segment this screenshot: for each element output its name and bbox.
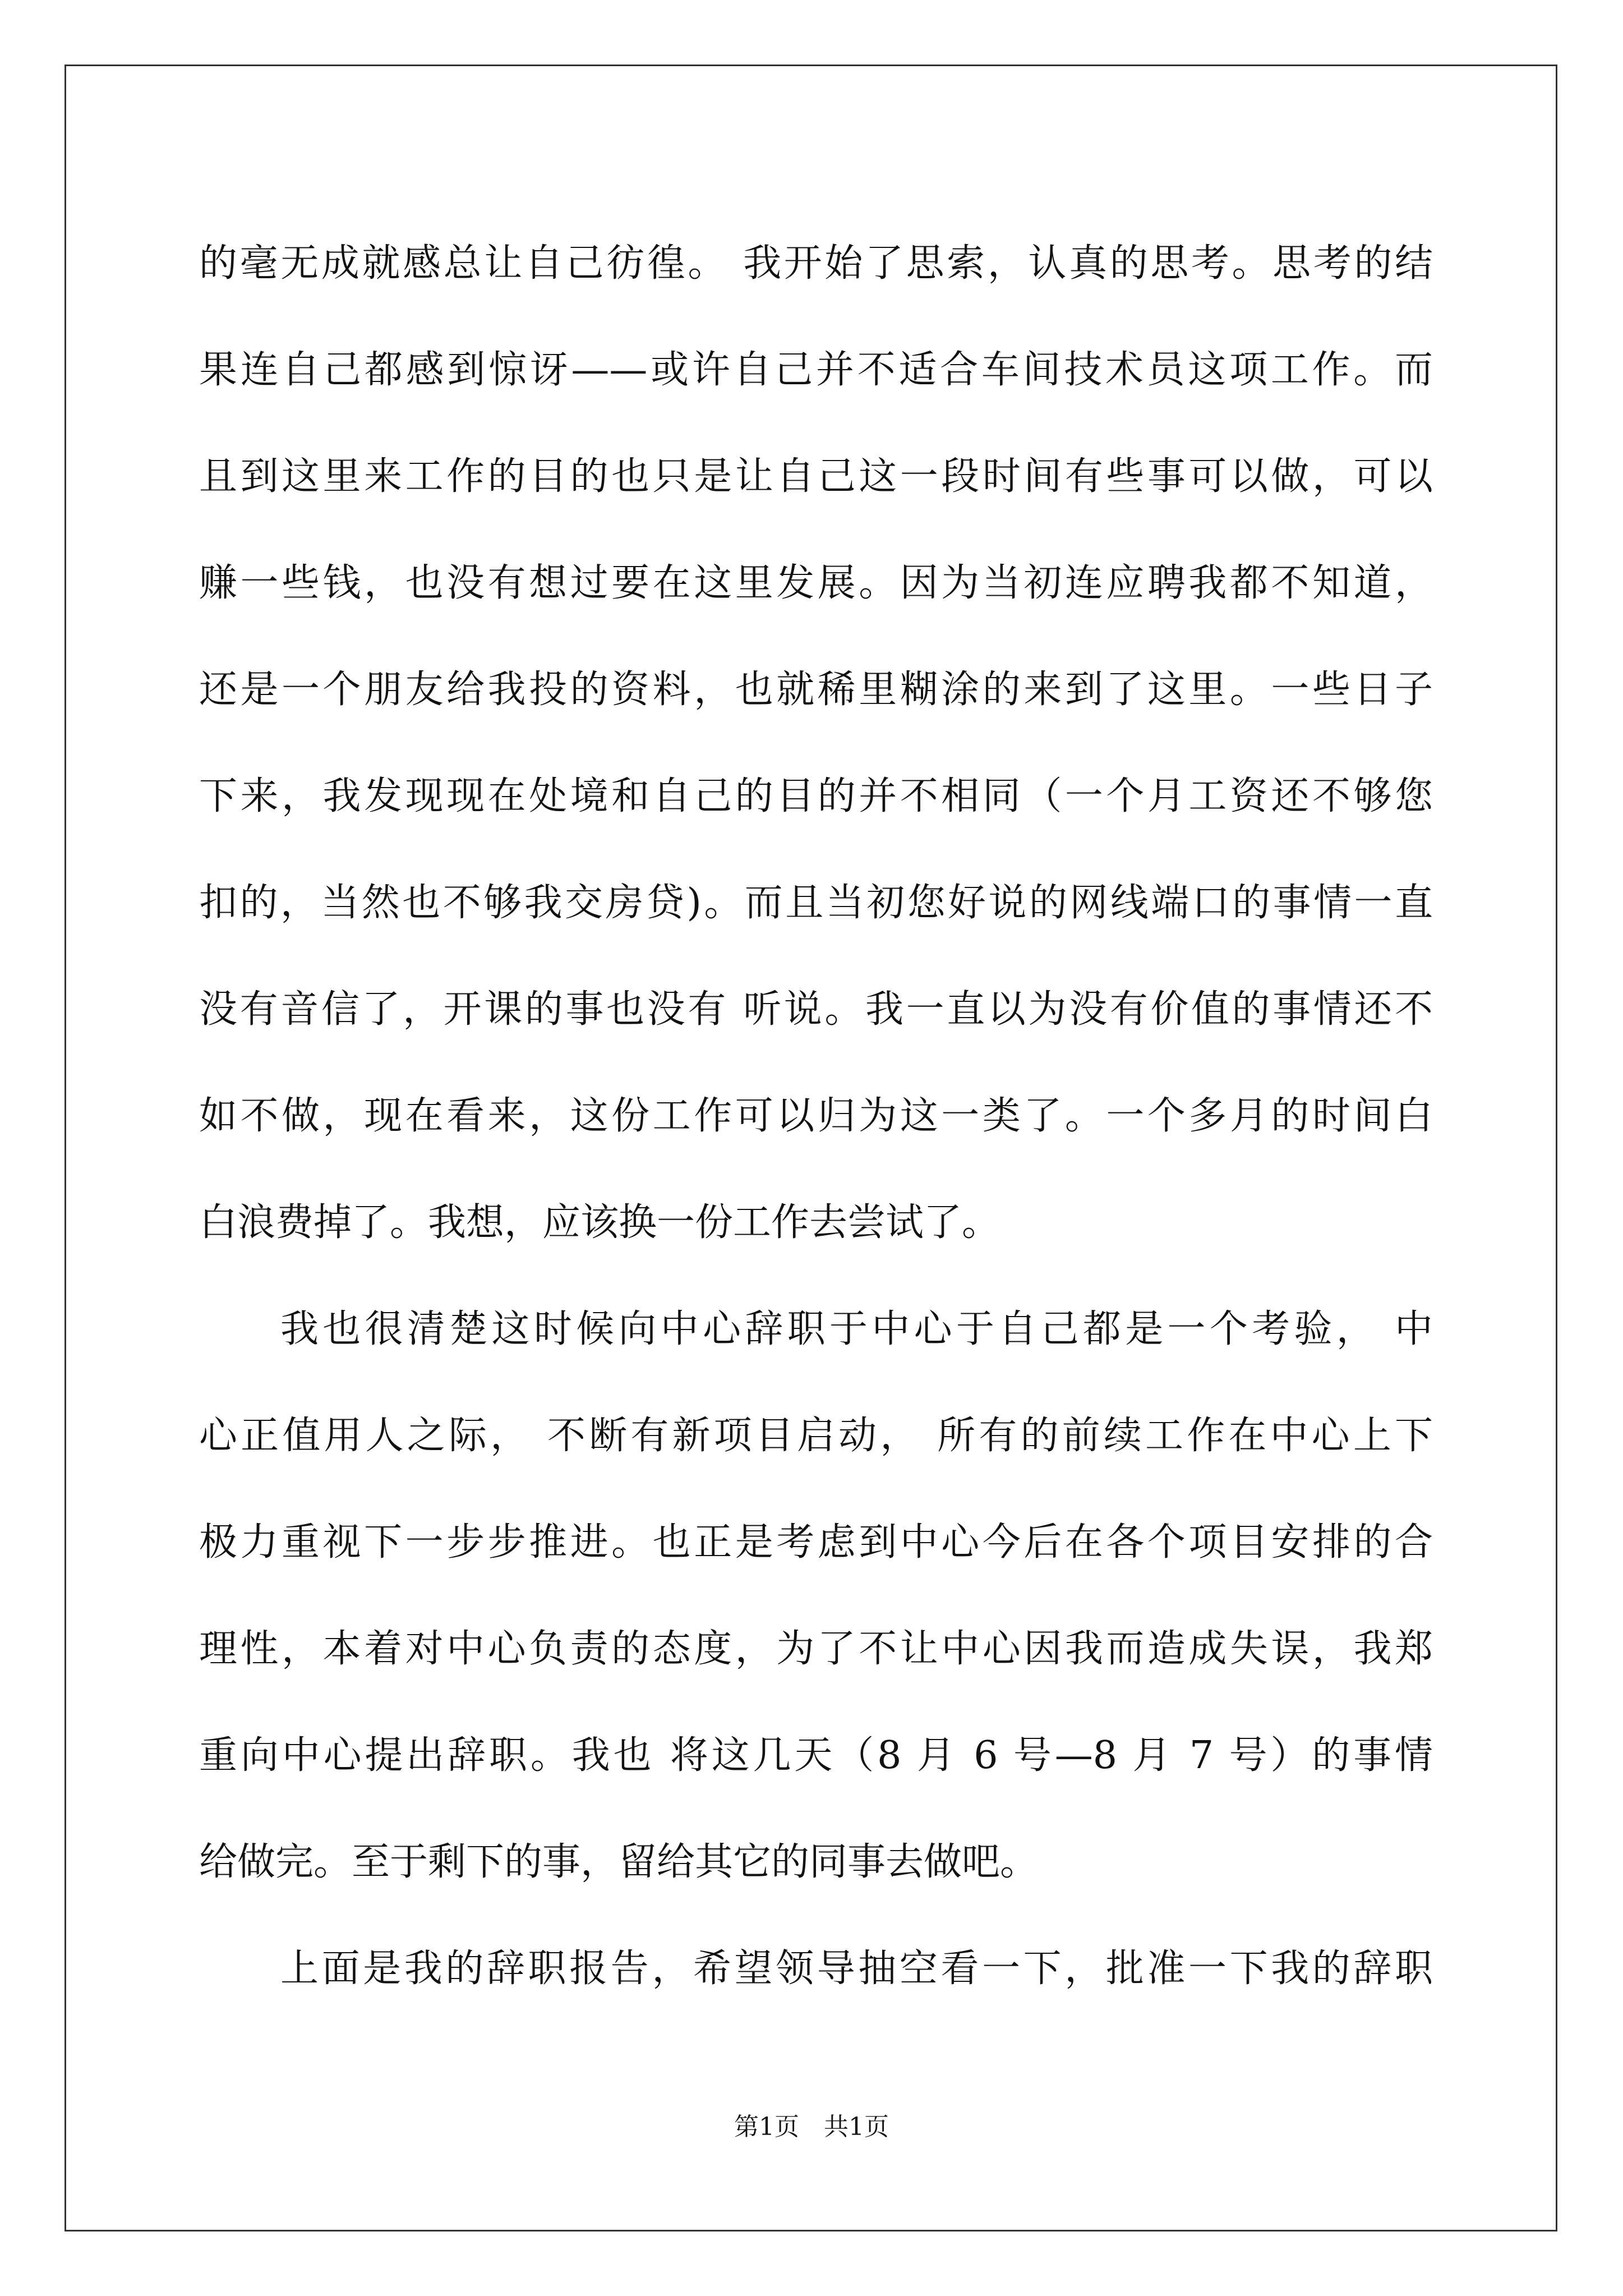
text-line: 果连自己都感到惊讶——或许自己并不适合车间技术员这项工作。而: [199, 348, 1433, 392]
text-line: 极力重视下一步步推进。也正是考虑到中心今后在各个项目安排的合: [199, 1520, 1433, 1565]
text-line: 给做完。至于剩下的事，留给其它的同事去做吧。: [199, 1840, 1039, 1884]
text-line: 我也很清楚这时候向中心辞职于中心于自己都是一个考验， 中: [280, 1307, 1433, 1351]
text-line: 且到这里来工作的目的也只是让自己这一段时间有些事可以做，可以: [199, 454, 1433, 499]
text-line: 下来，我发现现在处境和自己的目的并不相同（一个月工资还不够您: [199, 774, 1433, 818]
text-line: 上面是我的辞职报告，希望领导抽空看一下，批准一下我的辞职: [280, 1947, 1433, 1991]
paragraph-3: [199, 1916, 1433, 2022]
text-line: 的毫无成就感总让自己彷徨。 我开始了思索，认真的思考。思考的结: [199, 241, 1433, 286]
text-line: 还是一个朋友给我投的资料，也就稀里糊涂的来到了这里。一些日子: [199, 668, 1433, 712]
text-line: 心正值用人之际， 不断有新项目启动， 所有的前续工作在中心上下: [199, 1414, 1433, 1458]
text-line: 白浪费掉了。我想，应该换一份工作去尝试了。: [199, 1200, 1000, 1245]
text-line: 扣的，当然也不够我交房贷)。而且当初您好说的网线端口的事情一直: [199, 881, 1433, 925]
text-line: 理性，本着对中心负责的态度，为了不让中心因我而造成失误，我郑: [199, 1627, 1433, 1671]
text-line: 没有音信了，开课的事也没有 听说。我一直以为没有价值的事情还不: [199, 987, 1433, 1032]
text-line: 赚一些钱，也没有想过要在这里发展。因为当初连应聘我都不知道，: [199, 561, 1433, 605]
document-body: [199, 210, 1433, 2022]
paragraph-2: [199, 1276, 1433, 1916]
text-line: 重向中心提出辞职。我也 将这几天（8 月 6 号—8 月 7 号）的事情: [199, 1733, 1433, 1778]
text-line: 如不做，现在看来，这份工作可以归为这一类了。一个多月的时间白: [199, 1094, 1433, 1138]
page-number: 第1页 共1页: [734, 2113, 889, 2141]
paragraph-1: [199, 210, 1433, 1276]
